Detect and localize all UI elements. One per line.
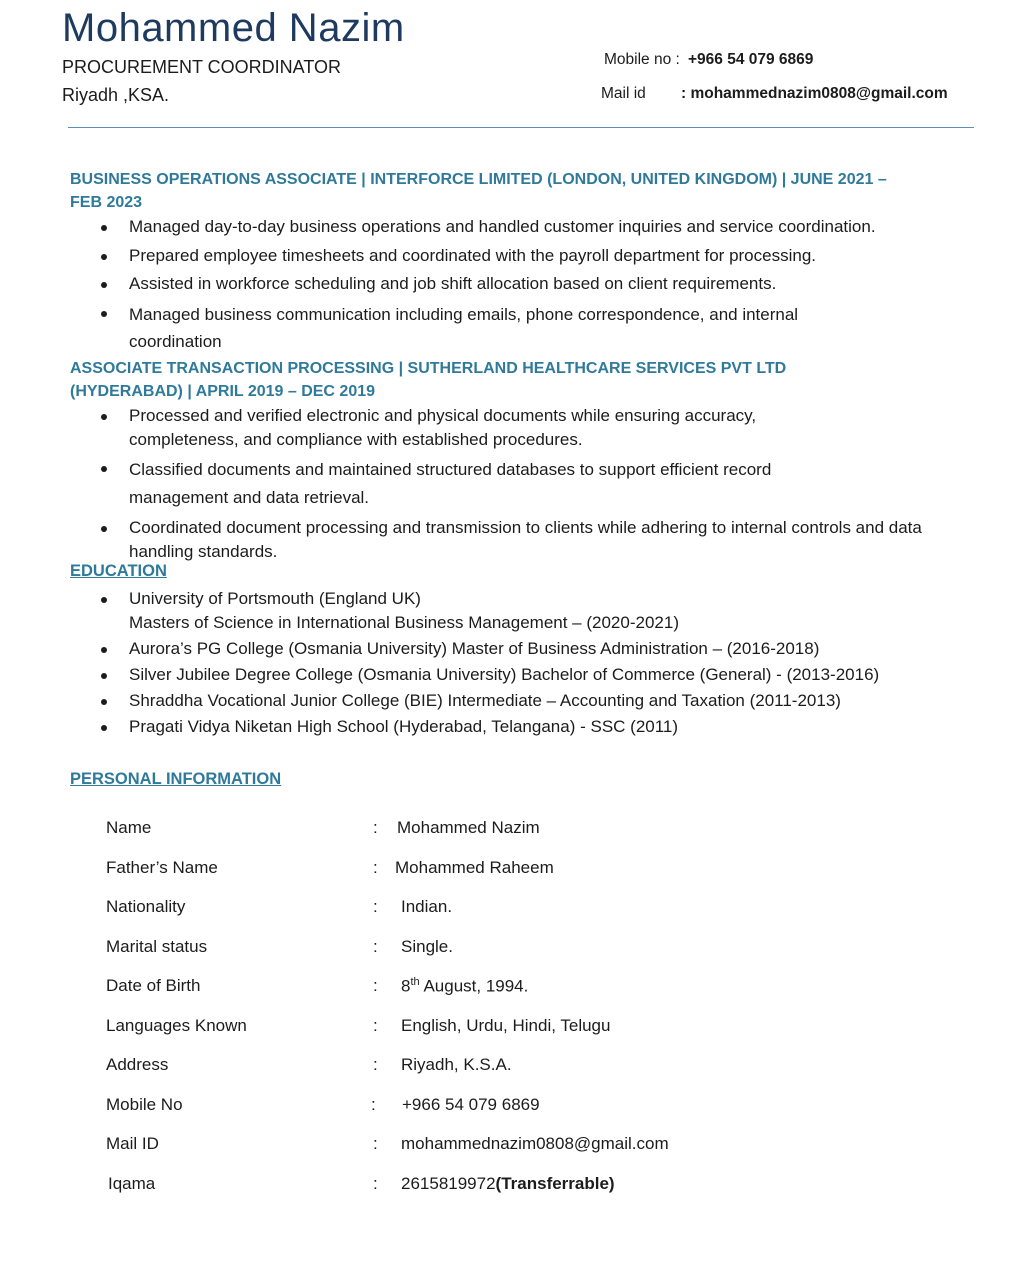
bullet-icon: [101, 282, 107, 288]
personal-row-languages: [0, 1016, 1000, 1040]
list-item: Classified documents and maintained structured databases to support efficient record management and data retrieval.: [0, 456, 985, 512]
education-heading: EDUCATION: [70, 562, 167, 580]
contact-mobile: [604, 51, 813, 69]
field-value: 2615819972(Transferrable): [401, 1174, 615, 1193]
list-item: Aurora’s PG College (Osmania University) Master of Business Administration – (2016-2018): [0, 637, 960, 661]
education-list: [0, 587, 960, 741]
field-value: Mohammed Raheem: [395, 858, 554, 877]
field-colon: :: [373, 897, 378, 916]
bullet-icon: [101, 311, 107, 317]
mail-value: : mohammednazim0808@gmail.com: [681, 85, 948, 102]
personal-row-mobile: [0, 1095, 1000, 1119]
list-item: University of Portsmouth (England UK) Masters of Science in International Business Management – (2020-2021): [0, 587, 960, 635]
field-label: Languages Known: [106, 1016, 247, 1035]
bullet-icon: [101, 673, 107, 679]
field-label: Nationality: [106, 897, 186, 916]
mail-label: Mail id: [601, 85, 646, 102]
bullet-icon: [101, 647, 107, 653]
bullet-icon: [101, 414, 107, 420]
mobile-value: +966 54 079 6869: [688, 51, 814, 68]
field-value: Single.: [401, 937, 453, 956]
personal-row-address: [0, 1055, 1000, 1079]
list-item: Managed day-to-day business operations and handled customer inquiries and service coordination.: [0, 215, 930, 239]
list-item: Silver Jubilee Degree College (Osmania University) Bachelor of Commerce (General) - (2013-2016): [0, 663, 960, 687]
candidate-role: PROCUREMENT COORDINATOR: [62, 57, 342, 77]
field-label: Iqama: [108, 1174, 156, 1193]
personal-row-nationality: [0, 897, 1000, 921]
list-item: Shraddha Vocational Junior College (BIE) Intermediate – Accounting and Taxation (2011-2013): [0, 689, 960, 713]
job-title-sutherland: ASSOCIATE TRANSACTION PROCESSING | SUTHERLAND HEALTHCARE SERVICES PVT LTD (HYDERABAD) | APRIL 2019 – DEC 2019: [70, 360, 787, 400]
list-item: Assisted in workforce scheduling and job shift allocation based on client requirements.: [0, 272, 930, 296]
bullet-icon: [101, 699, 107, 705]
field-label: Name: [106, 818, 152, 837]
job-bullets-sutherland: [0, 404, 985, 568]
field-value: Mohammed Nazim: [397, 818, 540, 837]
field-label: Mail ID: [106, 1134, 159, 1153]
personal-row-iqama: [0, 1174, 1000, 1198]
candidate-name: Mohammed Nazim: [62, 6, 405, 50]
bullet-icon: [101, 597, 107, 603]
field-value: 8th August, 1994.: [401, 976, 529, 996]
field-label: Address: [106, 1055, 169, 1074]
field-label: Date of Birth: [106, 976, 201, 995]
field-label: Marital status: [106, 937, 208, 956]
list-item: Prepared employee timesheets and coordinated with the payroll department for processing.: [0, 244, 930, 268]
header-divider: [68, 127, 974, 128]
list-item: Pragati Vidya Niketan High School (Hyderabad, Telangana) - SSC (2011): [0, 715, 960, 739]
contact-mail: [601, 85, 948, 103]
personal-row-mail: [0, 1134, 1000, 1158]
field-value: +966 54 079 6869: [402, 1095, 540, 1114]
field-value: mohammednazim0808@gmail.com: [401, 1134, 669, 1153]
list-item: Coordinated document processing and transmission to clients while adhering to internal controls and data handling standards.: [0, 516, 985, 564]
list-item: Managed business communication including emails, phone correspondence, and internal coordination: [0, 301, 859, 355]
field-colon: :: [373, 1134, 378, 1153]
field-colon: :: [373, 1016, 378, 1035]
field-colon: :: [373, 858, 378, 877]
personal-info-heading: PERSONAL INFORMATION: [70, 770, 282, 788]
field-colon: :: [373, 1055, 378, 1074]
list-item: Processed and verified electronic and physical documents while ensuring accuracy, completeness, and compliance with established procedures.: [0, 404, 985, 452]
job-title-interforce: BUSINESS OPERATIONS ASSOCIATE | INTERFORCE LIMITED (LONDON, UNITED KINGDOM) | JUNE 2021 – FEB 2023: [70, 171, 887, 211]
bullet-icon: [101, 725, 107, 731]
bullet-icon: [101, 466, 107, 472]
bullet-icon: [101, 526, 107, 532]
field-value: Indian.: [401, 897, 453, 916]
field-label: Father’s Name: [106, 858, 218, 877]
job-bullets-interforce: [0, 215, 930, 359]
field-colon: :: [373, 937, 378, 956]
field-colon: :: [373, 976, 378, 995]
candidate-location: Riyadh ,KSA.: [62, 85, 170, 105]
field-colon: :: [371, 1095, 376, 1114]
field-colon: :: [373, 1174, 378, 1193]
personal-row-name: [0, 818, 1000, 842]
bullet-icon: [101, 254, 107, 260]
personal-row-father: [0, 858, 1000, 882]
field-colon: :: [373, 818, 378, 837]
personal-row-marital: [0, 937, 1000, 961]
field-value: English, Urdu, Hindi, Telugu: [401, 1016, 611, 1035]
field-value: Riyadh, K.S.A.: [401, 1055, 512, 1074]
personal-row-dob: [0, 976, 1000, 1000]
mobile-label: Mobile no :: [604, 51, 680, 68]
bullet-icon: [101, 225, 107, 231]
field-label: Mobile No: [106, 1095, 183, 1114]
